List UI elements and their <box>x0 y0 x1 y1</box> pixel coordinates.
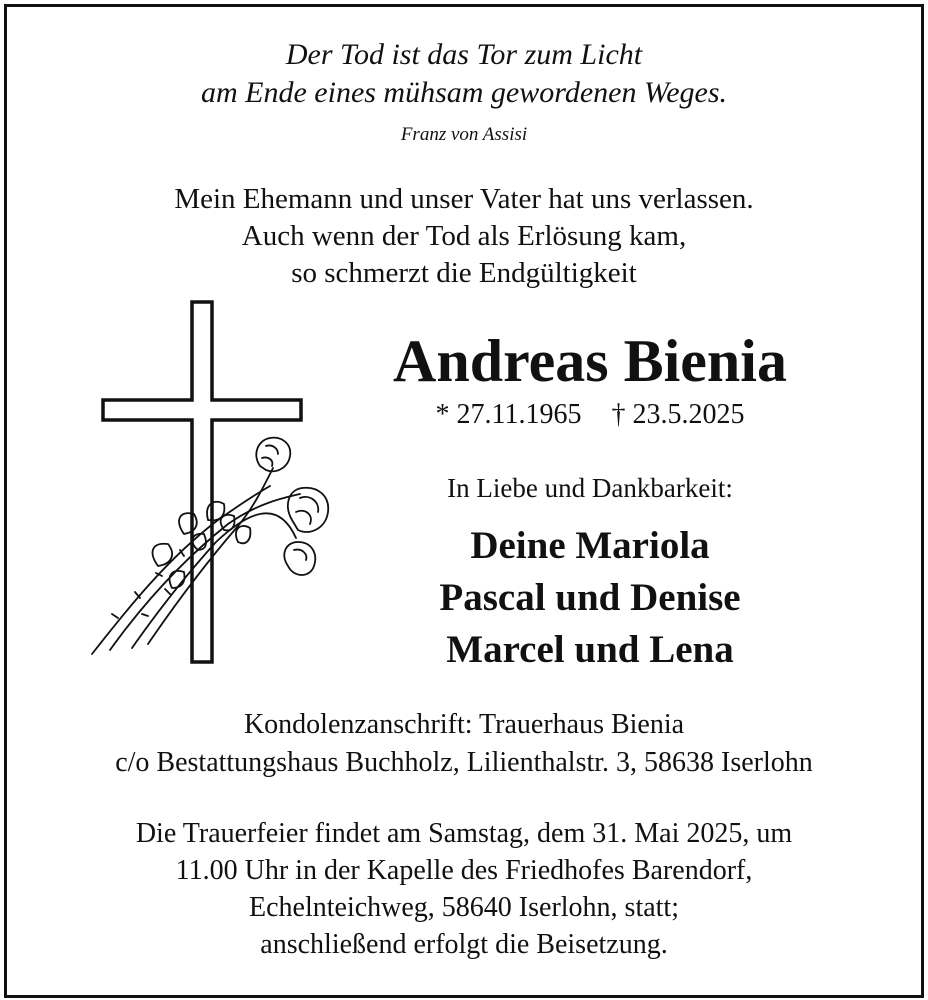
ceremony-line-4: anschließend erfolgt die Beisetzung. <box>260 929 668 960</box>
family-line-3: Marcel und Lena <box>446 628 734 671</box>
intro-line-2: Auch wenn der Tod als Erlösung kam, <box>241 220 687 252</box>
dedication-text: In Liebe und Dankbarkeit: <box>447 473 733 503</box>
address-line-1: Kondolenzanschrift: Trauerhaus Bienia <box>243 709 685 740</box>
intro-line-3: so schmerzt die Endgültigkeit <box>291 257 637 289</box>
ceremony-line-2: 11.00 Uhr in der Kapelle des Friedhofes Barendorf, <box>175 855 753 886</box>
address-line-2: c/o Bestattungshaus Buchholz, Lilienthalstr. 3, 58638 Iserlohn <box>115 747 813 778</box>
family-line-2: Pascal und Denise <box>439 576 741 619</box>
birth-date: * 27.11.1965 <box>435 399 582 430</box>
deceased-name: Andreas Bienia <box>393 328 787 394</box>
intro-line-1: Mein Ehemann und unser Vater hat uns verlassen. <box>174 183 754 215</box>
life-dates <box>300 399 880 431</box>
family-line-1: Deine Mariola <box>470 524 710 567</box>
ceremony-line-3: Echelnteichweg, 58640 Iserlohn, statt; <box>249 892 679 923</box>
ceremony-line-1: Die Trauerfeier findet am Samstag, dem 31. Mai 2025, um <box>135 818 793 849</box>
quote-line-1: Der Tod ist das Tor zum Licht <box>285 38 643 71</box>
quote-author: Franz von Assisi <box>400 124 528 145</box>
quote-line-2: am Ende eines mühsam gewordenen Weges. <box>200 76 727 109</box>
death-date: † 23.5.2025 <box>611 399 745 430</box>
